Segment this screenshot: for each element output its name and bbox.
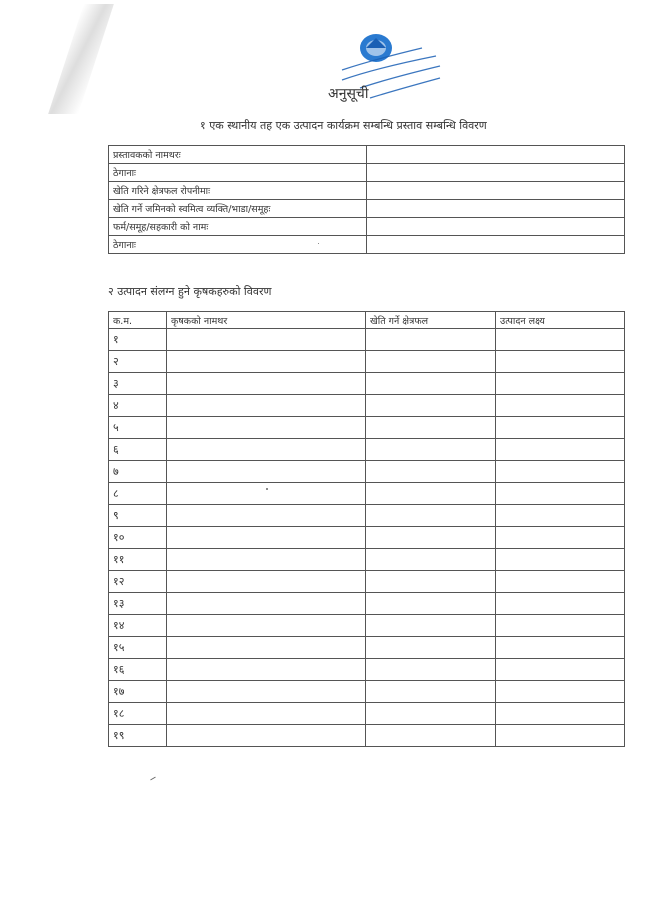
field-value[interactable] [367, 146, 625, 164]
row-number: ७ [109, 461, 167, 483]
row-number: १७ [109, 681, 167, 703]
field-label: प्रस्तावकको नामथरः [109, 146, 367, 164]
production-target-cell[interactable] [496, 483, 625, 505]
farmer-name-cell[interactable] [167, 351, 366, 373]
table-row [109, 395, 625, 417]
column-header-area: खेति गर्ने क्षेत्रफल [366, 312, 496, 329]
table-row [109, 351, 625, 373]
scan-edge-shadow [48, 4, 114, 114]
cultivation-area-cell[interactable] [366, 527, 496, 549]
office-stamp [330, 30, 458, 116]
cultivation-area-cell[interactable] [366, 329, 496, 351]
farmer-name-cell[interactable] [167, 505, 366, 527]
table-row [109, 615, 625, 637]
cultivation-area-cell[interactable] [366, 483, 496, 505]
section1-heading: १ एक स्थानीय तह एक उत्पादन कार्यक्रम सम्बन्धि प्रस्ताव सम्बन्धि विवरण [200, 119, 487, 132]
row-number: ५ [109, 417, 167, 439]
row-number: २ [109, 351, 167, 373]
field-value[interactable] [367, 164, 625, 182]
cultivation-area-cell[interactable] [366, 703, 496, 725]
field-value[interactable] [367, 200, 625, 218]
farmer-name-cell[interactable] [167, 637, 366, 659]
row-number: ३ [109, 373, 167, 395]
field-value[interactable] [367, 218, 625, 236]
table-row [109, 659, 625, 681]
row-number: १३ [109, 593, 167, 615]
farmer-name-cell[interactable] [167, 417, 366, 439]
cultivation-area-cell[interactable] [366, 417, 496, 439]
production-target-cell[interactable] [496, 329, 625, 351]
farmer-name-cell[interactable] [167, 571, 366, 593]
production-target-cell[interactable] [496, 417, 625, 439]
table-row [109, 200, 625, 218]
row-number: ८ [109, 483, 167, 505]
production-target-cell[interactable] [496, 461, 625, 483]
table-row [109, 236, 625, 254]
table-row [109, 218, 625, 236]
cultivation-area-cell[interactable] [366, 461, 496, 483]
production-target-cell[interactable] [496, 395, 625, 417]
farmer-name-cell[interactable] [167, 725, 366, 747]
field-label: फर्म/समूह/सहकारी को नामः [109, 218, 367, 236]
scan-speck [150, 777, 156, 781]
row-number: ११ [109, 549, 167, 571]
field-value[interactable] [367, 236, 625, 254]
table-row [109, 164, 625, 182]
annex-title: अनुसूची [328, 86, 369, 102]
production-target-cell[interactable] [496, 549, 625, 571]
table-row [109, 329, 625, 351]
production-target-cell[interactable] [496, 571, 625, 593]
cultivation-area-cell[interactable] [366, 351, 496, 373]
farmer-name-cell[interactable] [167, 395, 366, 417]
farmer-name-cell[interactable] [167, 373, 366, 395]
cultivation-area-cell[interactable] [366, 637, 496, 659]
production-target-cell[interactable] [496, 351, 625, 373]
table-row [109, 483, 625, 505]
farmer-name-cell[interactable] [167, 439, 366, 461]
column-header-target: उत्पादन लक्ष्य [496, 312, 625, 329]
table-row [109, 571, 625, 593]
production-target-cell[interactable] [496, 659, 625, 681]
farmer-name-cell[interactable] [167, 461, 366, 483]
cultivation-area-cell[interactable] [366, 615, 496, 637]
row-number: १४ [109, 615, 167, 637]
cultivation-area-cell[interactable] [366, 395, 496, 417]
row-number: १० [109, 527, 167, 549]
row-number: १५ [109, 637, 167, 659]
farmer-name-cell[interactable] [167, 329, 366, 351]
production-target-cell[interactable] [496, 725, 625, 747]
cultivation-area-cell[interactable] [366, 439, 496, 461]
farmer-name-cell[interactable] [167, 549, 366, 571]
cultivation-area-cell[interactable] [366, 549, 496, 571]
production-target-cell[interactable] [496, 615, 625, 637]
field-label: ठेगानाः [109, 236, 367, 254]
section2-heading: २ उत्पादन संलग्न हुने कृषकहरुको विवरण [108, 285, 272, 298]
cultivation-area-cell[interactable] [366, 571, 496, 593]
cultivation-area-cell[interactable] [366, 593, 496, 615]
table-header-row [109, 312, 625, 329]
column-header-name: कृषकको नामथर [167, 312, 366, 329]
proposal-details-table [108, 145, 625, 254]
production-target-cell[interactable] [496, 593, 625, 615]
row-number: १६ [109, 659, 167, 681]
table-row [109, 527, 625, 549]
table-row [109, 725, 625, 747]
table-row [109, 549, 625, 571]
farmer-name-cell[interactable] [167, 593, 366, 615]
table-row [109, 681, 625, 703]
cultivation-area-cell[interactable] [366, 681, 496, 703]
row-number: १२ [109, 571, 167, 593]
scan-speck [266, 488, 268, 490]
table-row [109, 439, 625, 461]
field-label: ठेगानाः [109, 164, 367, 182]
row-number: १ [109, 329, 167, 351]
farmer-name-cell[interactable] [167, 527, 366, 549]
farmer-name-cell[interactable] [167, 615, 366, 637]
farmer-name-cell[interactable] [167, 703, 366, 725]
field-label: खेति गर्ने जमिनको स्वमित्व व्यक्ति/भाडा/समूहः [109, 200, 367, 218]
table-row [109, 417, 625, 439]
table-row [109, 373, 625, 395]
production-target-cell[interactable] [496, 703, 625, 725]
row-number: ६ [109, 439, 167, 461]
table-row [109, 637, 625, 659]
table-row [109, 703, 625, 725]
table-row [109, 146, 625, 164]
production-target-cell[interactable] [496, 439, 625, 461]
production-target-cell[interactable] [496, 373, 625, 395]
cultivation-area-cell[interactable] [366, 725, 496, 747]
cultivation-area-cell[interactable] [366, 659, 496, 681]
field-value[interactable] [367, 182, 625, 200]
field-label: खेति गरिने क्षेत्रफल रोपनीमाः [109, 182, 367, 200]
farmer-name-cell[interactable] [167, 681, 366, 703]
row-number: ९ [109, 505, 167, 527]
production-target-cell[interactable] [496, 637, 625, 659]
table-row [109, 182, 625, 200]
table-row [109, 593, 625, 615]
row-number: ४ [109, 395, 167, 417]
scan-speck [318, 243, 319, 244]
farmer-name-cell[interactable] [167, 659, 366, 681]
production-target-cell[interactable] [496, 527, 625, 549]
row-number: १९ [109, 725, 167, 747]
row-number: १८ [109, 703, 167, 725]
production-target-cell[interactable] [496, 681, 625, 703]
production-target-cell[interactable] [496, 505, 625, 527]
farmers-table [108, 311, 625, 747]
cultivation-area-cell[interactable] [366, 505, 496, 527]
column-header-sn: क.म. [109, 312, 167, 329]
table-row [109, 461, 625, 483]
table-row [109, 505, 625, 527]
farmer-name-cell[interactable] [167, 483, 366, 505]
cultivation-area-cell[interactable] [366, 373, 496, 395]
